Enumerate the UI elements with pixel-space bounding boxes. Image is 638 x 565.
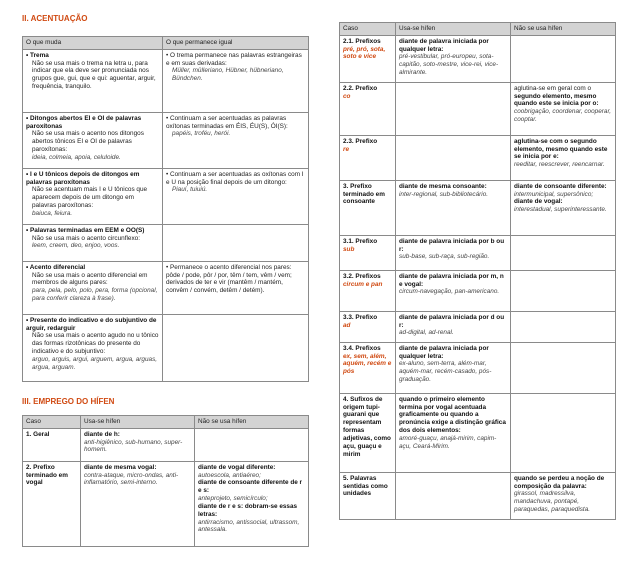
usa-example: inter-regional, sub-bibliotecário. [399, 190, 489, 198]
usa-title: diante de palavra iniciada por qualquer letra: [399, 344, 489, 360]
usa-title: diante de palavra iniciada por m, n e vogal: [399, 272, 504, 288]
row-text: Não se usa mais o acento nos ditongos abertos tônicos EI e OI de palavras paroxítonas: [32, 130, 144, 154]
nao-title: aglutina-se com o segundo elemento, mesmo quando este se inicia por e: [514, 137, 608, 161]
caso-prefix: co [343, 92, 351, 100]
table-row [23, 461, 309, 546]
table-row [23, 49, 309, 112]
nao-title: diante de r e s: dobram-se essas letras: [198, 502, 298, 518]
table-header-row [340, 23, 616, 36]
table-row [23, 261, 309, 314]
usa-example: pré-vestibular, pró-europeu, sota-capitão, soto-mestre, vice-rei, vice-almirante. [399, 53, 499, 77]
usa-example: ad-digital, ad-renal. [399, 329, 454, 337]
usa-title: diante de mesma vogal: [84, 463, 157, 471]
table-row [340, 270, 616, 311]
usa-example: amoré-guaçu, anajá-mirim, capim-açu, Ceará-Mirim. [399, 434, 497, 450]
nao-pre: aglutina-se em geral com o [514, 84, 592, 92]
header-nao-usa-hifen: Não se usa hífen [195, 416, 309, 429]
caso-label: 5. Palavras sentidas como unidades [343, 474, 388, 498]
caso-label: 2. Prefixo terminado em vogal [26, 463, 68, 487]
table-header-row [23, 416, 309, 429]
nao-example: reeditar, reescrever, reencarnar. [514, 161, 605, 169]
header-o-que-permanece: O que permanece igual [163, 37, 309, 50]
section-title-acentuacao: II. ACENTUAÇÃO [22, 14, 88, 23]
caso-label: 2.2. Prefixo [343, 84, 378, 92]
header-usa-hifen: Usa-se hífen [81, 416, 195, 429]
row-title: • Acento diferencial [26, 263, 86, 271]
nao-title: diante de vogal: [514, 198, 563, 206]
row-example: para, pela, pelo, polo, pera, forma (opcional, para conferir clareza à frase). [32, 287, 158, 303]
row-text: • Continuam a ser acentuadas as oxítonas com I e U na posição final depois de um ditongo: [166, 170, 304, 186]
row-example: leem, creem, deo, enjoo, voos. [32, 242, 120, 250]
caso-label: 3.4. Prefixos [343, 344, 381, 352]
table-row [23, 112, 309, 168]
caso-prefix: ex, sem, além, aquém, recém e pós [343, 352, 392, 376]
caso-label: 3.1. Prefixo [343, 237, 378, 245]
caso-label: 3.2. Prefixos [343, 272, 381, 280]
row-title: • Presente do indicativo e do subjuntivo de arguir, redarguir [26, 316, 157, 332]
row-title: • Trema [26, 51, 49, 59]
row-example: baiuca, feiura. [32, 209, 73, 217]
usa-example: ex-aluno, sem-terra, além-mar, aquém-mar, recém-casado, pós-graduação. [399, 360, 492, 384]
row-title: • Palavras terminadas em EEM e OO(S) [26, 226, 145, 234]
hyphen-table-continued [339, 22, 616, 520]
nao-example: autoescola, antiaéreo; [198, 471, 261, 479]
usa-title: diante de h: [84, 430, 120, 438]
row-text: • Permanece o acento diferencial nos pares: pôde / pode, pôr / por, têm / tem, vêm / vem; derivados de ter e vir (mantêm / mantém, convêm / convém, detêm / detém). [166, 263, 292, 295]
table-row [340, 311, 616, 342]
row-title: • I e U tônicos depois de ditongos em palavras paroxítonas [26, 170, 140, 186]
header-o-que-muda: O que muda [23, 37, 163, 50]
nao-example: antirracismo, antissocial, ultrassom, antessala. [198, 518, 300, 534]
caso-label: 2.3. Prefixo [343, 137, 378, 145]
table-row [23, 428, 309, 461]
hyphen-table [22, 415, 309, 547]
section-title-hifen: III. EMPREGO DO HÍFEN [22, 397, 115, 406]
nao-example: intermunicipal, supersônico; [514, 190, 594, 198]
row-example: ideia, colmeia, apoia, celuloide. [32, 153, 121, 161]
caso-label: 3.3. Prefixo [343, 313, 378, 321]
row-example: papéis, troféu, herói. [172, 130, 231, 138]
row-text: • O trema permanece nas palavras estrangeiras e em suas derivadas: [166, 51, 302, 67]
usa-title: diante de palavra iniciada por qualquer letra: [399, 37, 489, 53]
table-row [340, 180, 616, 235]
table-row [340, 393, 616, 472]
header-nao-usa-hifen: Não se usa hífen [511, 23, 616, 36]
row-text: Não se acentuam mais I e U tônicos que aparecem depois de um ditongo em palavras paroxítonas: [32, 186, 148, 210]
table-row [23, 314, 309, 381]
table-row [23, 168, 309, 224]
accent-table [22, 36, 309, 382]
nao-example: interestadual, superinteressante. [514, 206, 607, 214]
table-row [340, 35, 616, 82]
table-row [340, 82, 616, 135]
caso-prefix: ad [343, 321, 351, 329]
usa-example: anti-higiênico, sub-humano, super-homem. [84, 438, 183, 454]
caso-prefix: re [343, 145, 350, 153]
header-caso: Caso [23, 416, 81, 429]
row-example: Piauí, tuiuiú. [172, 186, 208, 194]
header-usa-hifen: Usa-se hífen [396, 23, 511, 36]
caso-label: 3. Prefixo terminado em consoante [343, 182, 385, 206]
caso-label: 4. Sufixos de origem tupi-guarani que representam formas adjetivas, como açu, guaçu e mirim [343, 395, 391, 458]
table-row [340, 235, 616, 270]
row-text: • Continuam a ser acentuadas as palavras oxítonas terminadas em ÉIS, ÉU(S), ÓI(S): [166, 114, 288, 130]
usa-example: sub-base, sub-raça, sub-região. [399, 253, 490, 261]
nao-title: quando se perdeu a noção de composição da palavra: [514, 474, 605, 490]
row-text: Não se usa mais o acento diferencial em membros de alguns pares: [32, 271, 148, 287]
caso-label: 2.1. Prefixos [343, 37, 381, 45]
row-example: Müller, mülleriano, Hübner, hübneriano, Bündchen. [172, 67, 284, 83]
table-row [340, 472, 616, 519]
row-text: Não se usa mais o acento circunflexo: [32, 234, 140, 242]
table-row [340, 342, 616, 393]
header-caso: Caso [340, 23, 396, 36]
nao-title: segundo elemento, mesmo quando este se inicia por o: [514, 92, 599, 108]
usa-title: diante de mesma consoante: [399, 182, 487, 190]
row-title: • Ditongos abertos EI e OI de palavras paroxítonas [26, 114, 142, 130]
row-example: arguo, arguis, argui, arguem, argua, arguas, argua, arguam. [32, 355, 158, 371]
nao-example: anteprojeto, semicírculo; [198, 495, 268, 503]
usa-title: diante de palavra iniciada por d ou r: [399, 313, 505, 329]
nao-title: diante de consoante diferente de r e s: [198, 479, 303, 495]
table-row [340, 135, 616, 180]
table-header-row [23, 37, 309, 50]
caso-prefix: sub [343, 245, 355, 253]
caso-prefix: circum e pan [343, 280, 383, 288]
caso-prefix: pré, pró, sota, soto e vice [343, 45, 386, 61]
nao-example: girassol, madressilva, mandachuva, pontapé, paraquedas, paraquedista. [514, 490, 591, 514]
usa-example: contra-ataque, micro-ondas, anti-inflamatório, semi-interno. [84, 471, 179, 487]
row-text: Não se usa mais o trema na letra u, para indicar que ela deve ser pronunciada nos grupos gue, gui, que e qui: aguentar, arguir, frequência, tranquilo. [32, 59, 156, 91]
nao-title: diante de vogal diferente: [198, 463, 276, 471]
nao-title: diante de consoante diferente: [514, 182, 607, 190]
usa-title: quando o primeiro elemento termina por vogal acentuada graficamente ou quando a pronúncia exige a distinção gráfica dos dois elementos: [399, 395, 506, 435]
caso-label: 1. Geral [26, 430, 50, 438]
usa-example: circum-navegação, pan-americano. [399, 288, 500, 296]
table-row [23, 224, 309, 261]
nao-example: coobrigação, coordenar, cooperar, cooptar. [514, 108, 611, 124]
row-text: Não se usa mais o acento agudo no u tônico das formas rizotônicas do presente do indicativo e do subjuntivo: [32, 332, 159, 356]
usa-title: diante de palavra iniciada por b ou r: [399, 237, 505, 253]
